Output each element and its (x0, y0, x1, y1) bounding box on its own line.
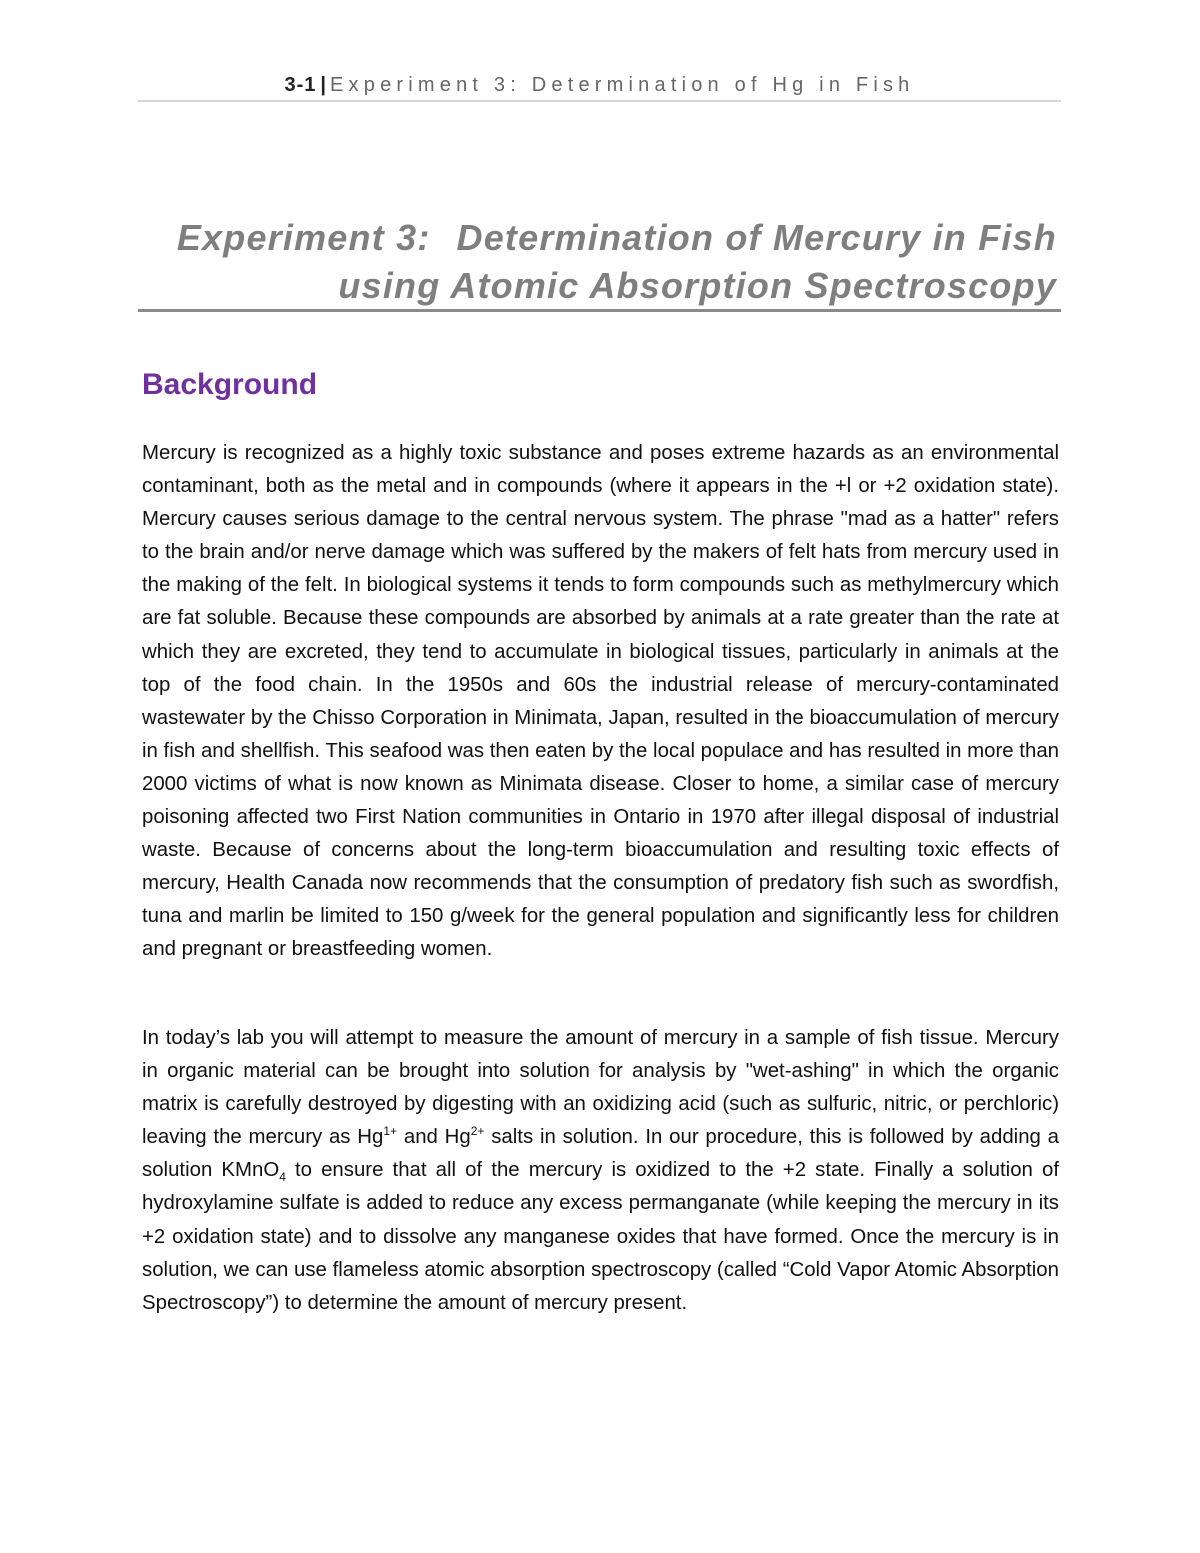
title-rule (138, 309, 1061, 312)
page-number: 3-1 (284, 74, 317, 96)
paragraph-2-part-b: and (397, 1126, 445, 1149)
kmno4-subscript: 4 (279, 1170, 286, 1185)
kmno4-formula: KMnO (221, 1159, 280, 1182)
header-separator: | (320, 74, 327, 96)
hg1-symbol: Hg (357, 1126, 384, 1149)
title-line-2: using Atomic Absorption Spectroscopy (338, 265, 1057, 306)
paragraph-2-part-c: salts in solution. In our procedure, this is followed by adding a solution (142, 1126, 1059, 1182)
hg2-symbol: Hg (444, 1126, 471, 1149)
paragraph-2-part-d: to ensure that all of the mercury is oxidized to the +2 state. Finally a solution of hydroxylamine sulfate is added to reduce any excess permanganate (while keeping the mercury in its +2 oxidation state) and to dissolve any manganese oxides that have formed. Once the mercury is in solution, we can use flameless atomic absorption spectroscopy (called “Cold Vapor Atomic Absorption Spectroscopy”) to determine the amount of mercury present. (142, 1159, 1059, 1314)
section-heading-background: Background (142, 368, 318, 401)
hg1-charge: 1+ (383, 1124, 398, 1139)
document-title (138, 214, 1057, 310)
title-line-1 (138, 214, 1057, 262)
paragraph-2-part-a: In today’s lab you will attempt to measure the amount of mercury in a sample of fish tissue. Mercury in organic material can be brought into solution for analysis by "wet-ashing" in which the organic matrix is carefully destroyed by digesting with an oxidizing acid (such as sulfuric, nitric, or perchloric) leaving the mercury as (142, 1027, 1059, 1149)
paragraph-1: Mercury is recognized as a highly toxic substance and poses extreme hazards as an environmental contaminant, both as the metal and in compounds (where it appears in the +l or +2 oxidation state). Mercury causes serious damage to the central nervous system. The phrase "mad as a hatter" refers to the brain and/or nerve damage which was suffered by the makers of felt hats from mercury used in the making of the felt. In biological systems it tends to form compounds such as methylmercury which are fat soluble. Because these compounds are absorbed by animals at a rate greater than the rate at which they are excreted, they tend to accumulate in biological tissues, particularly in animals at the top of the food chain. In the 1950s and 60s the industrial release of mercury-contaminated wastewater by the Chisso Corporation in Minimata, Japan, resulted in the bioaccumulation of mercury in fish and shellfish. This seafood was then eaten by the local populace and has resulted in more than 2000 victims of what is now known as Minimata disease. Closer to home, a similar case of mercury poisoning affected two First Nation communities in Ontario in 1970 after illegal disposal of industrial waste. Because of concerns about the long-term bioaccumulation and resulting toxic effects of mercury, Health Canada now recommends that the consumption of predatory fish such as swordfish, tuna and marlin be limited to 150 g/week for the general population and significantly less for children and pregnant or breastfeeding women. (142, 442, 1059, 961)
header-rule (138, 100, 1061, 102)
title-experiment-label: Experiment 3: (176, 217, 431, 258)
running-header (138, 72, 1061, 98)
paragraph-2 (142, 1022, 1059, 1320)
header-chapter-title: Experiment 3: Determination of Hg in Fish (330, 74, 915, 96)
hg2-charge: 2+ (470, 1124, 485, 1139)
title-main-text: Determination of Mercury in Fish (456, 217, 1057, 258)
